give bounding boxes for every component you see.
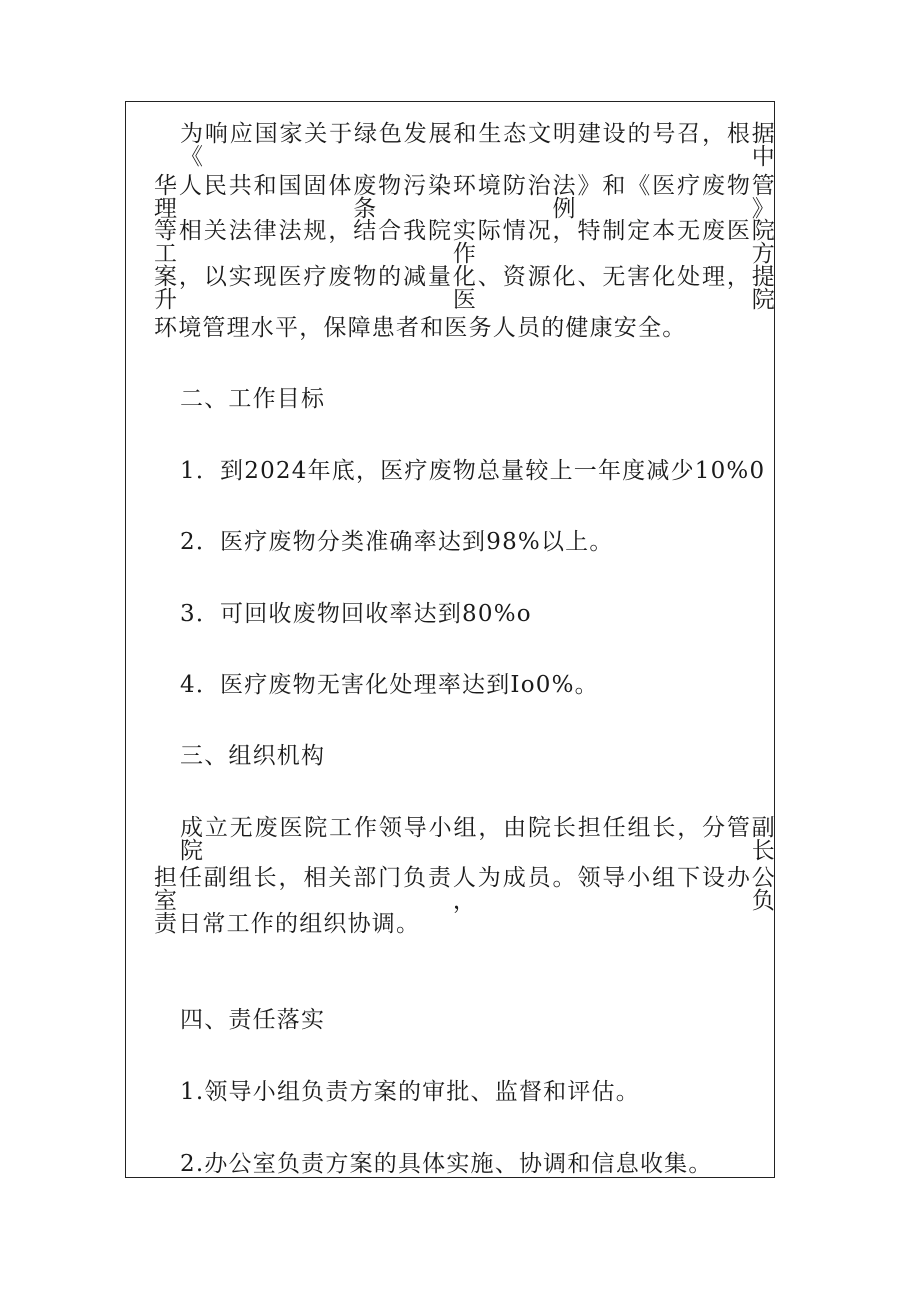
organization-line-2: 担任副组长，相关部门负责人为成员。领导小组下设办公室，负 [154,865,776,914]
organization-line-3: 责日常工作的组织协调。 [154,911,421,937]
intro-line-1: 为响应国家关于绿色发展和生态文明建设的号召，根据《中 [180,121,776,170]
section-heading-goals: 二、工作目标 [180,386,326,412]
intro-line-4: 案，以实现医疗废物的减量化、资源化、无害化处理，提升医院 [154,264,776,313]
intro-line-3: 等相关法律法规，结合我院实际情况，特制定本无废医院工作方 [154,218,776,267]
goal-item-4: 4．医疗废物无害化处理率达到Io0%。 [180,672,599,698]
goal-item-3: 3．可回收废物回收率达到80%o [180,601,532,627]
section-heading-responsibility: 四、责任落实 [180,1007,326,1033]
goal-item-1: 1．到2024年底，医疗废物总量较上一年度减少10%0 [180,458,766,484]
goal-item-2: 2．医疗废物分类准确率达到98%以上。 [180,529,614,555]
document-frame [125,101,775,1178]
intro-line-5: 环境管理水平，保障患者和医务人员的健康安全。 [154,315,687,341]
responsibility-item-1: 1.领导小组负责方案的审批、监督和评估。 [180,1079,640,1105]
section-heading-organization: 三、组织机构 [180,743,326,769]
intro-line-2: 华人民共和国固体废物污染环境防治法》和《医疗废物管理条例》 [154,173,776,222]
organization-line-1: 成立无废医院工作领导小组，由院长担任组长，分管副院长 [180,815,776,864]
responsibility-item-2: 2.办公室负责方案的具体实施、协调和信息收集。 [180,1151,713,1177]
